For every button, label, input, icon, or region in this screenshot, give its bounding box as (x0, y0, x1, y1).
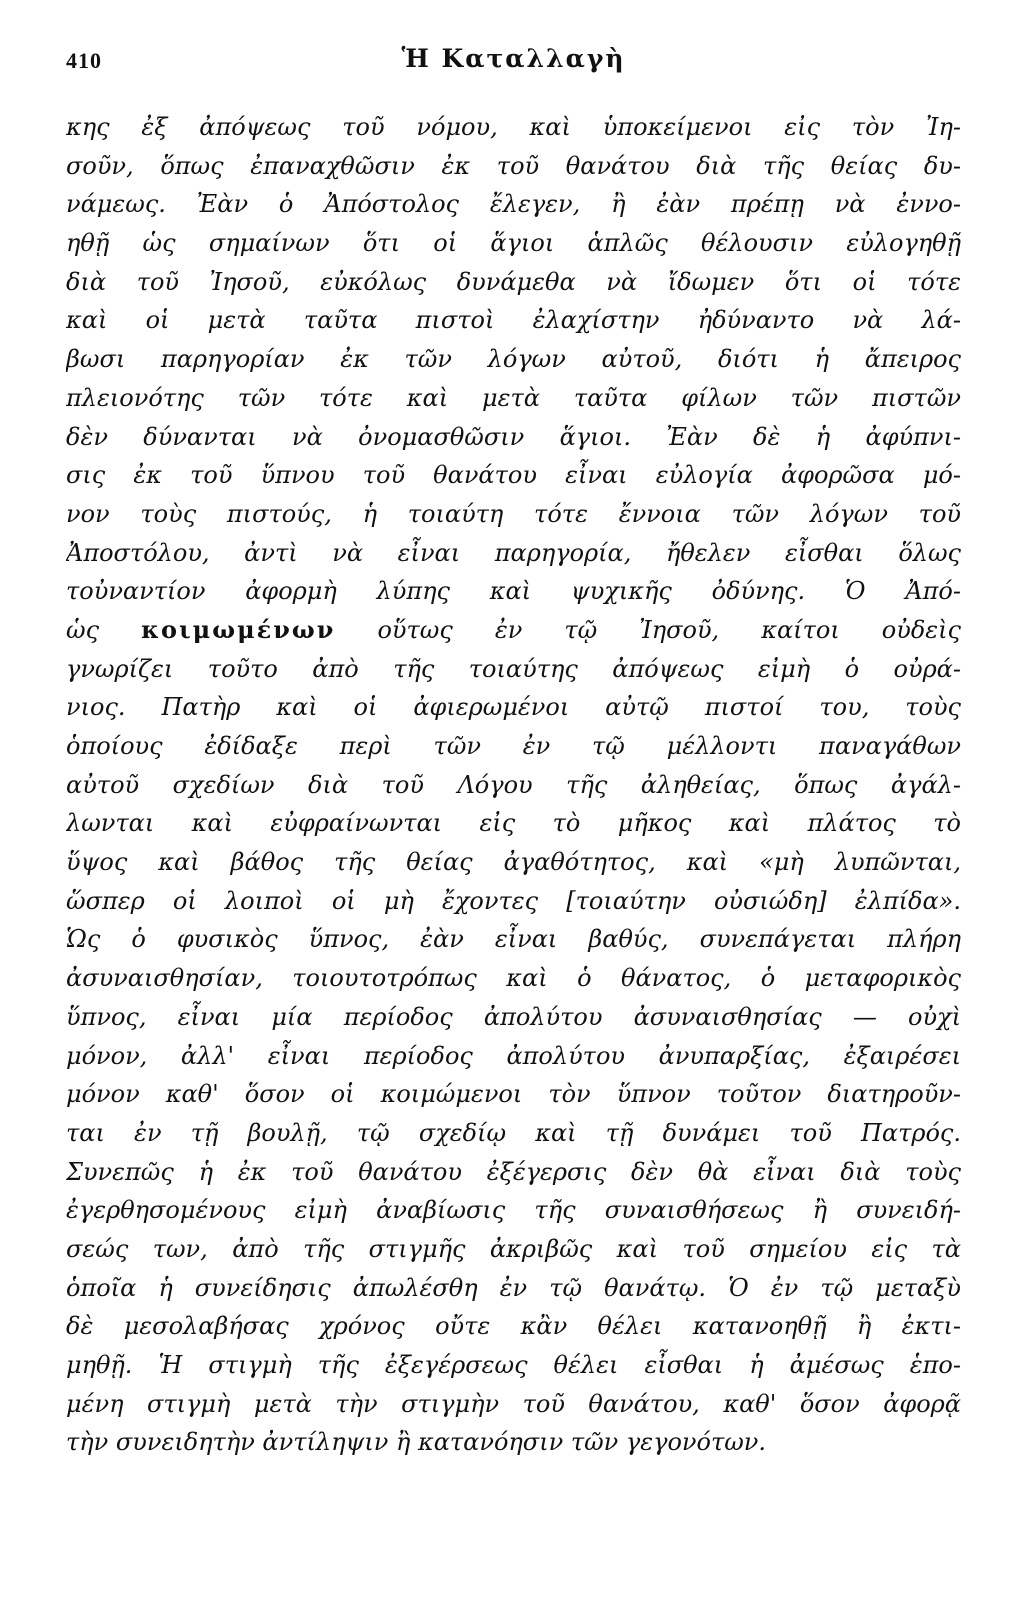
text-line: αὐτοῦ σχεδίων διὰ τοῦ Λόγου τῆς ἀληθείας, ὅπως ἀγάλ- (66, 770, 961, 799)
text-line: ται ἐν τῇ βουλῇ, τῷ σχεδίῳ καὶ τῇ δυνάμει τοῦ Πατρός. (66, 1118, 961, 1147)
text-line: πλειονότης τῶν τότε καὶ μετὰ ταῦτα φίλων τῶν πιστῶν (66, 383, 961, 412)
page-header (66, 44, 961, 80)
text-line: ὥσπερ οἱ λοιποὶ οἱ μὴ ἔχοντες [τοιαύτην οὐσιώδη] ἐλπίδα». (66, 886, 961, 915)
running-title: Ἡ Καταλλαγὴ (401, 44, 626, 73)
text-line: ἀσυναισθησίαν, τοιουτοτρόπως καὶ ὁ θάνατος, ὁ μεταφορικὸς (66, 964, 961, 993)
text-line: Συνεπῶς ἡ ἐκ τοῦ θανάτου ἐξέγερσις δὲν θὰ εἶναι διὰ τοὺς (66, 1157, 961, 1186)
text-line: μόνον καθ' ὅσον οἱ κοιμώμενοι τὸν ὕπνον τοῦτον διατηροῦν- (66, 1080, 961, 1109)
text-line: βωσι παρηγορίαν ἐκ τῶν λόγων αὐτοῦ, διότι ἡ ἄπειρος (66, 345, 961, 374)
text-line: τοὐναντίον ἀφορμὴ λύπης καὶ ψυχικῆς ὀδύνης. Ὁ Ἀπό- (66, 577, 961, 606)
text-line: ὕπνος, εἶναι μία περίοδος ἀπολύτου ἀσυναισθησίας — οὐχὶ (66, 1002, 961, 1031)
text-line: νιος. Πατὴρ καὶ οἱ ἀφιερωμένοι αὐτῷ πιστοί του, τοὺς (66, 693, 961, 722)
text-line: ὁποῖα ἡ συνείδησις ἀπωλέσθη ἐν τῷ θανάτῳ. Ὁ ἐν τῷ μεταξὺ (66, 1273, 961, 1302)
text-line: μηθῇ. Ἡ στιγμὴ τῆς ἐξεγέρσεως θέλει εἶσθαι ἡ ἀμέσως ἑπο- (66, 1351, 961, 1379)
text-line: ὕψος καὶ βάθος τῆς θείας ἀγαθότητος, καὶ «μὴ λυπῶνται, (66, 848, 961, 877)
text-fragment: οὕτως ἐν τῷ Ἰησοῦ, καίτοι οὐδεὶς (335, 615, 961, 644)
text-line: δὲν δύνανται νὰ ὀνομασθῶσιν ἅγιοι. Ἐὰν δὲ ἡ ἀφύπνι- (66, 422, 961, 451)
body-text (66, 108, 961, 1462)
text-line: τὴν συνειδητὴν ἀντίληψιν ἢ κατανόησιν τῶν γεγονότων. (66, 1428, 767, 1457)
emphasized-word: κοιμωμένων (141, 614, 336, 644)
text-line-emphasis (66, 611, 961, 650)
text-line: Ἀποστόλου, ἀντὶ νὰ εἶναι παρηγορία, ἤθελεν εἶσθαι ὅλως (66, 538, 961, 567)
text-line: μόνον, ἀλλ' εἶναι περίοδος ἀπολύτου ἀνυπαρξίας, ἐξαιρέσει (66, 1041, 961, 1070)
text-line: γνωρίζει τοῦτο ἀπὸ τῆς τοιαύτης ἀπόψεως εἰμὴ ὁ οὐρά- (66, 654, 961, 683)
text-line: σεώς των, ἀπὸ τῆς στιγμῆς ἀκριβῶς καὶ τοῦ σημείου εἰς τὰ (66, 1234, 961, 1263)
text-line: διὰ τοῦ Ἰησοῦ, εὐκόλως δυνάμεθα νὰ ἴδωμεν ὅτι οἱ τότε (66, 267, 961, 296)
text-line: ὁποίους ἐδίδαξε περὶ τῶν ἐν τῷ μέλλοντι παναγάθων (66, 732, 961, 760)
page-number: 410 (66, 48, 102, 73)
text-line: σις ἐκ τοῦ ὕπνου τοῦ θανάτου εἶναι εὐλογία ἀφορῶσα μό- (66, 461, 961, 490)
text-fragment: ὡς (66, 615, 142, 644)
text-line: κης ἐξ ἀπόψεως τοῦ νόμου, καὶ ὑποκείμενοι εἰς τὸν Ἰη- (66, 113, 961, 141)
text-line: σοῦν, ὅπως ἐπαναχθῶσιν ἐκ τοῦ θανάτου διὰ τῆς θείας δυ- (66, 151, 961, 180)
text-line: νον τοὺς πιστούς, ἡ τοιαύτη τότε ἔννοια τῶν λόγων τοῦ (66, 499, 961, 528)
text-line: ἐγερθησομένους εἰμὴ ἀναβίωσις τῆς συναισθήσεως ἢ συνειδή- (66, 1196, 961, 1225)
text-line: μένη στιγμὴ μετὰ τὴν στιγμὴν τοῦ θανάτου, καθ' ὅσον ἀφορᾷ (66, 1389, 961, 1418)
text-line: λωνται καὶ εὐφραίνωνται εἰς τὸ μῆκος καὶ πλάτος τὸ (66, 809, 961, 838)
text-line: ηθῇ ὡς σημαίνων ὅτι οἱ ἅγιοι ἁπλῶς θέλουσιν εὐλογηθῇ (66, 229, 961, 258)
text-line: καὶ οἱ μετὰ ταῦτα πιστοὶ ἐλαχίστην ἠδύναντο νὰ λά- (66, 306, 961, 335)
text-line: νάμεως. Ἐὰν ὁ Ἀπόστολος ἔλεγεν, ἢ ἐὰν πρέπῃ νὰ ἐννο- (66, 190, 961, 219)
text-line: Ὡς ὁ φυσικὸς ὕπνος, ἐὰν εἶναι βαθύς, συνεπάγεται πλήρη (66, 925, 961, 954)
text-line: δὲ μεσολαβήσας χρόνος οὔτε κἂν θέλει κατανοηθῇ ἢ ἐκτι- (66, 1312, 961, 1341)
